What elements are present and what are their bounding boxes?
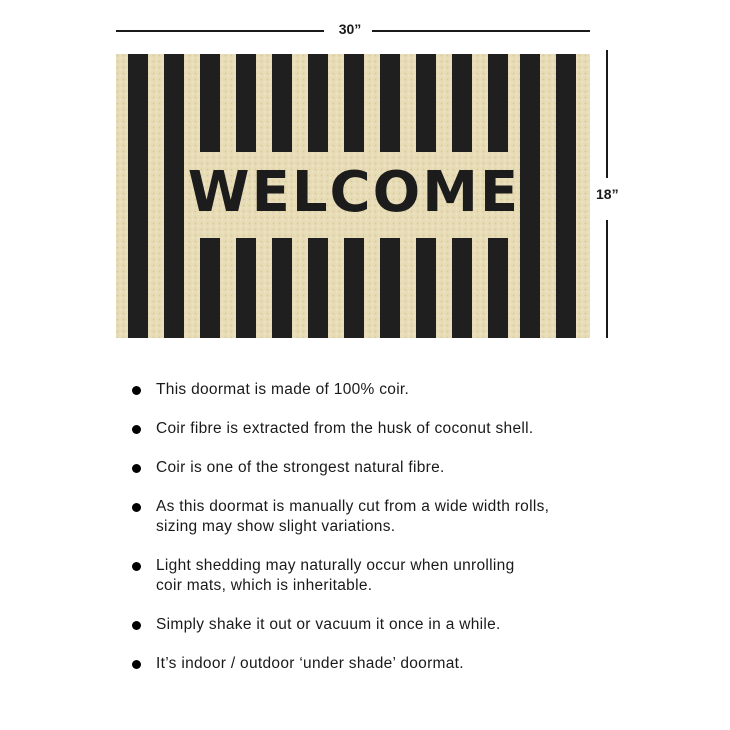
bullet-icon [132, 660, 141, 669]
doormat-stripe [308, 238, 328, 338]
feature-text: Light shedding may naturally occur when unrolling coir mats, which is inheritable. [156, 557, 515, 594]
feature-item [126, 497, 646, 537]
height-dimension-line-bottom [606, 220, 608, 338]
doormat-stripe [308, 54, 328, 152]
doormat-stripe [452, 54, 472, 152]
bullet-icon [132, 503, 141, 512]
feature-text: Coir fibre is extracted from the husk of coconut shell. [156, 420, 534, 437]
doormat-stripe [344, 54, 364, 152]
feature-text: It’s indoor / outdoor ‘under shade’ doormat. [156, 655, 464, 672]
doormat-stripe [416, 54, 436, 152]
doormat-welcome-text: WELCOME [187, 159, 521, 225]
doormat-stripe [416, 238, 436, 338]
doormat-stripe [236, 238, 256, 338]
feature-item [126, 419, 646, 439]
doormat-stripe [488, 238, 508, 338]
bullet-icon [132, 621, 141, 630]
bullet-icon [132, 386, 141, 395]
doormat-stripe [380, 54, 400, 152]
height-dimension-label: 18” [596, 186, 619, 202]
feature-text: Simply shake it out or vacuum it once in a while. [156, 616, 501, 633]
feature-text: Coir is one of the strongest natural fibre. [156, 459, 445, 476]
width-dimension-label: 30” [338, 21, 362, 37]
doormat-stripe [128, 54, 148, 338]
doormat-stripe [488, 54, 508, 152]
bullet-icon [132, 425, 141, 434]
doormat-image [116, 54, 590, 338]
feature-item [126, 458, 646, 478]
feature-item [126, 615, 646, 635]
height-dimension [598, 50, 634, 338]
bullet-icon [132, 464, 141, 473]
feature-item [126, 654, 646, 674]
feature-list [126, 380, 646, 693]
doormat-stripe [236, 54, 256, 152]
doormat-stripe [344, 238, 364, 338]
feature-item [126, 380, 646, 400]
width-dimension-line-left [116, 30, 324, 32]
feature-item [126, 556, 646, 596]
width-dimension [116, 20, 590, 42]
width-dimension-line-right [372, 30, 590, 32]
doormat-stripe [200, 54, 220, 152]
doormat-stripe [164, 54, 184, 338]
feature-text: As this doormat is manually cut from a wide width rolls, sizing may show slight variations. [156, 498, 550, 535]
doormat-stripe [380, 238, 400, 338]
bullet-icon [132, 562, 141, 571]
feature-text: This doormat is made of 100% coir. [156, 381, 410, 398]
height-dimension-line-top [606, 50, 608, 178]
doormat-stripe [200, 238, 220, 338]
doormat-stripe [272, 54, 292, 152]
doormat-stripe [556, 54, 576, 338]
doormat-stripe [452, 238, 472, 338]
doormat-stripe [272, 238, 292, 338]
